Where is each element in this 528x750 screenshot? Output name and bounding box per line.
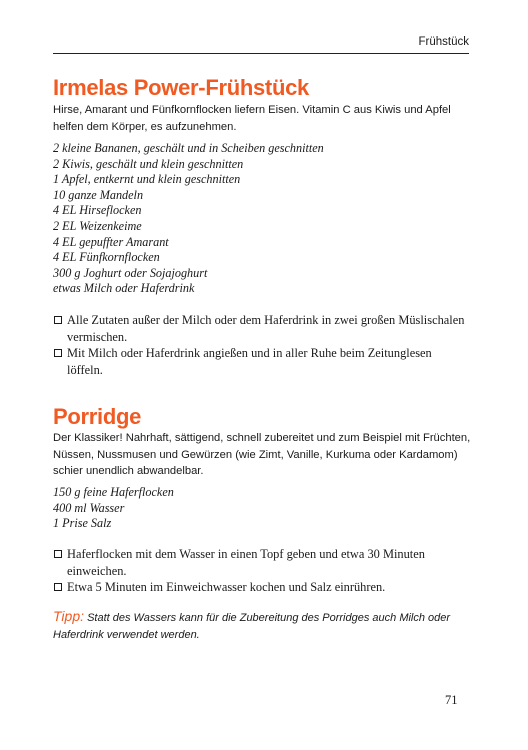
step-item: [53, 312, 468, 345]
recipe-title-power-fruehstueck: Irmelas Power-Frühstück: [53, 75, 309, 100]
ingredient-list-power-fruehstueck: [53, 141, 324, 297]
step-text: Haferflocken mit dem Wasser in einen Topf geben und etwa 30 Minuten einweichen.: [67, 547, 425, 578]
ingredient-item: 1 Apfel, entkernt und klein geschnitten: [53, 172, 241, 187]
ingredient-item: etwas Milch oder Haferdrink: [53, 281, 195, 296]
running-header: Frühstück: [53, 36, 469, 54]
recipe-title-porridge: Porridge: [53, 404, 142, 429]
ingredient-item: 2 kleine Bananen, geschält und in Scheiben geschnitten: [53, 141, 324, 155]
step-text: Etwa 5 Minuten im Einweichwasser kochen und Salz einrühren.: [67, 580, 386, 595]
checkbox-square-icon: [54, 583, 62, 591]
tip-text: Statt des Wassers kann für die Zubereitung des Porridges auch Milch oder Haferdrink verwendet werden.: [53, 612, 451, 641]
recipe-intro-power-fruehstueck: Hirse, Amarant und Fünfkornflocken liefern Eisen. Vitamin C aus Kiwis und Apfel helfen dem Körper, es aufzunehmen.: [53, 104, 451, 133]
ingredient-item: 10 ganze Mandeln: [53, 187, 144, 202]
page-number: 71: [445, 693, 458, 707]
tip-note: [53, 608, 468, 644]
ingredient-item: 300 g Joghurt oder Sojajoghurt: [53, 265, 208, 280]
recipe-intro-porridge: Der Klassiker! Nahrhaft, sättigend, schnell zubereitet und zum Beispiel mit Früchten, Nüssen, Nussmusen und Gewürzen (wie Zimt, Vanille, Kurkuma oder Kardamom) schier unendlich abwandelbar.: [53, 432, 471, 477]
checkbox-square-icon: [54, 349, 62, 357]
step-list-power-fruehstueck: [53, 312, 468, 378]
ingredient-item: 2 EL Weizenkeime: [53, 218, 142, 233]
step-list-porridge: [53, 546, 468, 596]
ingredient-item: 400 ml Wasser: [53, 500, 125, 515]
checkbox-square-icon: [54, 316, 62, 324]
step-text: Alle Zutaten außer der Milch oder dem Haferdrink in zwei großen Müslischalen vermischen.: [67, 313, 465, 344]
ingredient-item: 4 EL Fünfkornflocken: [53, 250, 160, 265]
step-item: [53, 579, 468, 596]
tip-label: Tipp:: [53, 608, 85, 624]
ingredient-item: 150 g feine Haferflocken: [53, 485, 174, 499]
checkbox-square-icon: [54, 550, 62, 558]
step-text: Mit Milch oder Haferdrink angießen und in aller Ruhe beim Zeitunglesen löffeln.: [67, 346, 432, 377]
ingredient-list-porridge: [53, 485, 174, 532]
step-item: [53, 546, 468, 579]
ingredient-item: 2 Kiwis, geschält und klein geschnitten: [53, 156, 244, 171]
step-item: [53, 345, 468, 378]
ingredient-item: 1 Prise Salz: [53, 516, 112, 531]
ingredient-item: 4 EL Hirseflocken: [53, 203, 142, 218]
ingredient-item: 4 EL gepuffter Amarant: [53, 234, 169, 249]
